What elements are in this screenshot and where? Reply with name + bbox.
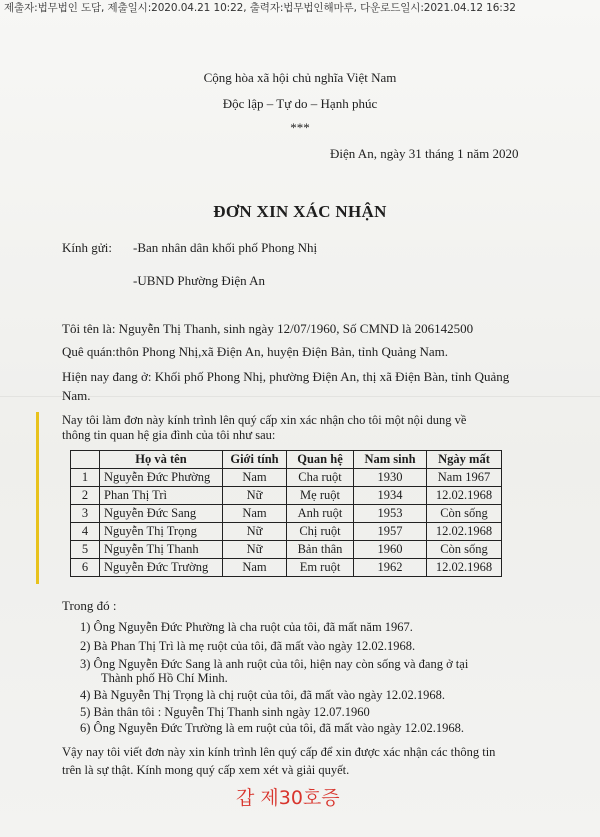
cell-gender: Nữ	[223, 487, 287, 505]
addressee-2: -UBND Phường Điện An	[133, 273, 266, 288]
cell-relation: Anh ruột	[287, 505, 354, 523]
cell-index: 4	[71, 523, 100, 541]
cell-gender: Nữ	[223, 523, 287, 541]
cell-death-date: Nam 1967	[427, 469, 502, 487]
cell-death-date: Còn sống	[427, 541, 502, 559]
cell-index: 1	[71, 469, 100, 487]
cell-birth-year: 1934	[354, 487, 427, 505]
cell-relation: Bản thân	[287, 541, 354, 559]
request-line-1: Nay tôi làm đơn này kính trình lên quý cấp xin xác nhận cho tôi một nội dung về	[62, 413, 467, 427]
col-header-gender: Giới tính	[223, 451, 287, 469]
cell-birth-year: 1962	[354, 559, 427, 577]
highlight-marker	[36, 412, 39, 584]
residence-line-1: Hiện nay đang ở: Khối phố Phong Nhị, phường Điện An, thị xã Điện Bàn, tỉnh Quảng	[62, 369, 510, 384]
cell-name: Nguyễn Đức Trường	[100, 559, 223, 577]
cell-name: Nguyễn Thị Thanh	[100, 541, 223, 559]
stars-divider: ***	[290, 120, 310, 135]
table-row	[71, 541, 502, 559]
detail-item-continuation: Thành phố Hồ Chí Minh.	[101, 671, 228, 685]
cell-birth-year: 1930	[354, 469, 427, 487]
place-date: Điện An, ngày 31 tháng 1 năm 2020	[330, 146, 519, 161]
table-row	[71, 505, 502, 523]
detail-item: 3) Ông Nguyễn Đức Sang là anh ruột của tôi, hiện nay còn sống và đang ở tại	[80, 657, 469, 671]
cell-index: 5	[71, 541, 100, 559]
cell-death-date: 12.02.1968	[427, 559, 502, 577]
cell-name: Phan Thị Trì	[100, 487, 223, 505]
detail-item: 4) Bà Nguyễn Thị Trọng là chị ruột của tôi, đã mất vào ngày 12.02.1968.	[80, 688, 445, 702]
cell-gender: Nam	[223, 559, 287, 577]
table-header-row	[71, 451, 502, 469]
closing-line-1: Vậy nay tôi viết đơn này xin kính trình lên quý cấp để xin được xác nhận các thông tin	[62, 745, 496, 759]
cell-relation: Em ruột	[287, 559, 354, 577]
table-row	[71, 487, 502, 505]
national-title: Cộng hòa xã hội chủ nghĩa Việt Nam	[203, 70, 397, 85]
hometown-line: Quê quán:thôn Phong Nhị,xã Điện An, huyện Điện Bản, tỉnh Quảng Nam.	[62, 344, 448, 359]
detail-item: 5) Bản thân tôi : Nguyễn Thị Thanh sinh ngày 12.07.1960	[80, 705, 370, 719]
document-title: ĐƠN XIN XÁC NHẬN	[213, 202, 387, 221]
cell-index: 2	[71, 487, 100, 505]
cell-birth-year: 1953	[354, 505, 427, 523]
cell-relation: Mẹ ruột	[287, 487, 354, 505]
in-which-label: Trong đó :	[62, 598, 117, 613]
family-table	[70, 450, 502, 577]
col-header-death-date: Ngày mất	[427, 451, 502, 469]
cell-index: 3	[71, 505, 100, 523]
residence-line-2: Nam.	[62, 388, 91, 403]
cell-birth-year: 1960	[354, 541, 427, 559]
table-row	[71, 469, 502, 487]
request-line-2: thông tin quan hệ gia đình của tôi như sau:	[62, 428, 276, 442]
cell-death-date: 12.02.1968	[427, 523, 502, 541]
col-header-index	[71, 451, 100, 469]
col-header-birth-year: Nam sinh	[354, 451, 427, 469]
cell-death-date: Còn sống	[427, 505, 502, 523]
applicant-line: Tôi tên là: Nguyễn Thị Thanh, sinh ngày 12/07/1960, Số CMND là 206142500	[62, 321, 474, 336]
col-header-name: Họ và tên	[100, 451, 223, 469]
cell-index: 6	[71, 559, 100, 577]
cell-death-date: 12.02.1968	[427, 487, 502, 505]
motto: Độc lập – Tự do – Hạnh phúc	[222, 96, 378, 111]
cell-name: Nguyễn Thị Trọng	[100, 523, 223, 541]
cell-relation: Chị ruột	[287, 523, 354, 541]
col-header-relation: Quan hệ	[287, 451, 354, 469]
detail-item: 6) Ông Nguyễn Đức Trường là em ruột của tôi, đã mất vào ngày 12.02.1968.	[80, 721, 464, 735]
exhibit-stamp: 갑 제30호증	[236, 787, 340, 809]
cell-gender: Nam	[223, 505, 287, 523]
table-row	[71, 523, 502, 541]
table-row	[71, 559, 502, 577]
submission-header: 제출자:법무법인 도담, 제출일시:2020.04.21 10:22, 출력자:법무법인해마루, 다운로드일시:2021.04.12 16:32	[4, 2, 516, 14]
cell-birth-year: 1957	[354, 523, 427, 541]
cell-name: Nguyễn Đức Sang	[100, 505, 223, 523]
cell-name: Nguyễn Đức Phường	[100, 469, 223, 487]
addressee-1: -Ban nhân dân khối phố Phong Nhị	[133, 240, 318, 255]
detail-item: 2) Bà Phan Thị Trì là mẹ ruột của tôi, đã mất vào ngày 12.02.1968.	[80, 639, 416, 653]
addressee-label: Kính gửi:	[62, 240, 113, 255]
cell-gender: Nữ	[223, 541, 287, 559]
closing-line-2: trên là sự thật. Kính mong quý cấp xem xét và giải quyết.	[62, 763, 350, 777]
cell-relation: Cha ruột	[287, 469, 354, 487]
cell-gender: Nam	[223, 469, 287, 487]
detail-item: 1) Ông Nguyễn Đức Phường là cha ruột của tôi, đã mất năm 1967.	[80, 620, 413, 634]
